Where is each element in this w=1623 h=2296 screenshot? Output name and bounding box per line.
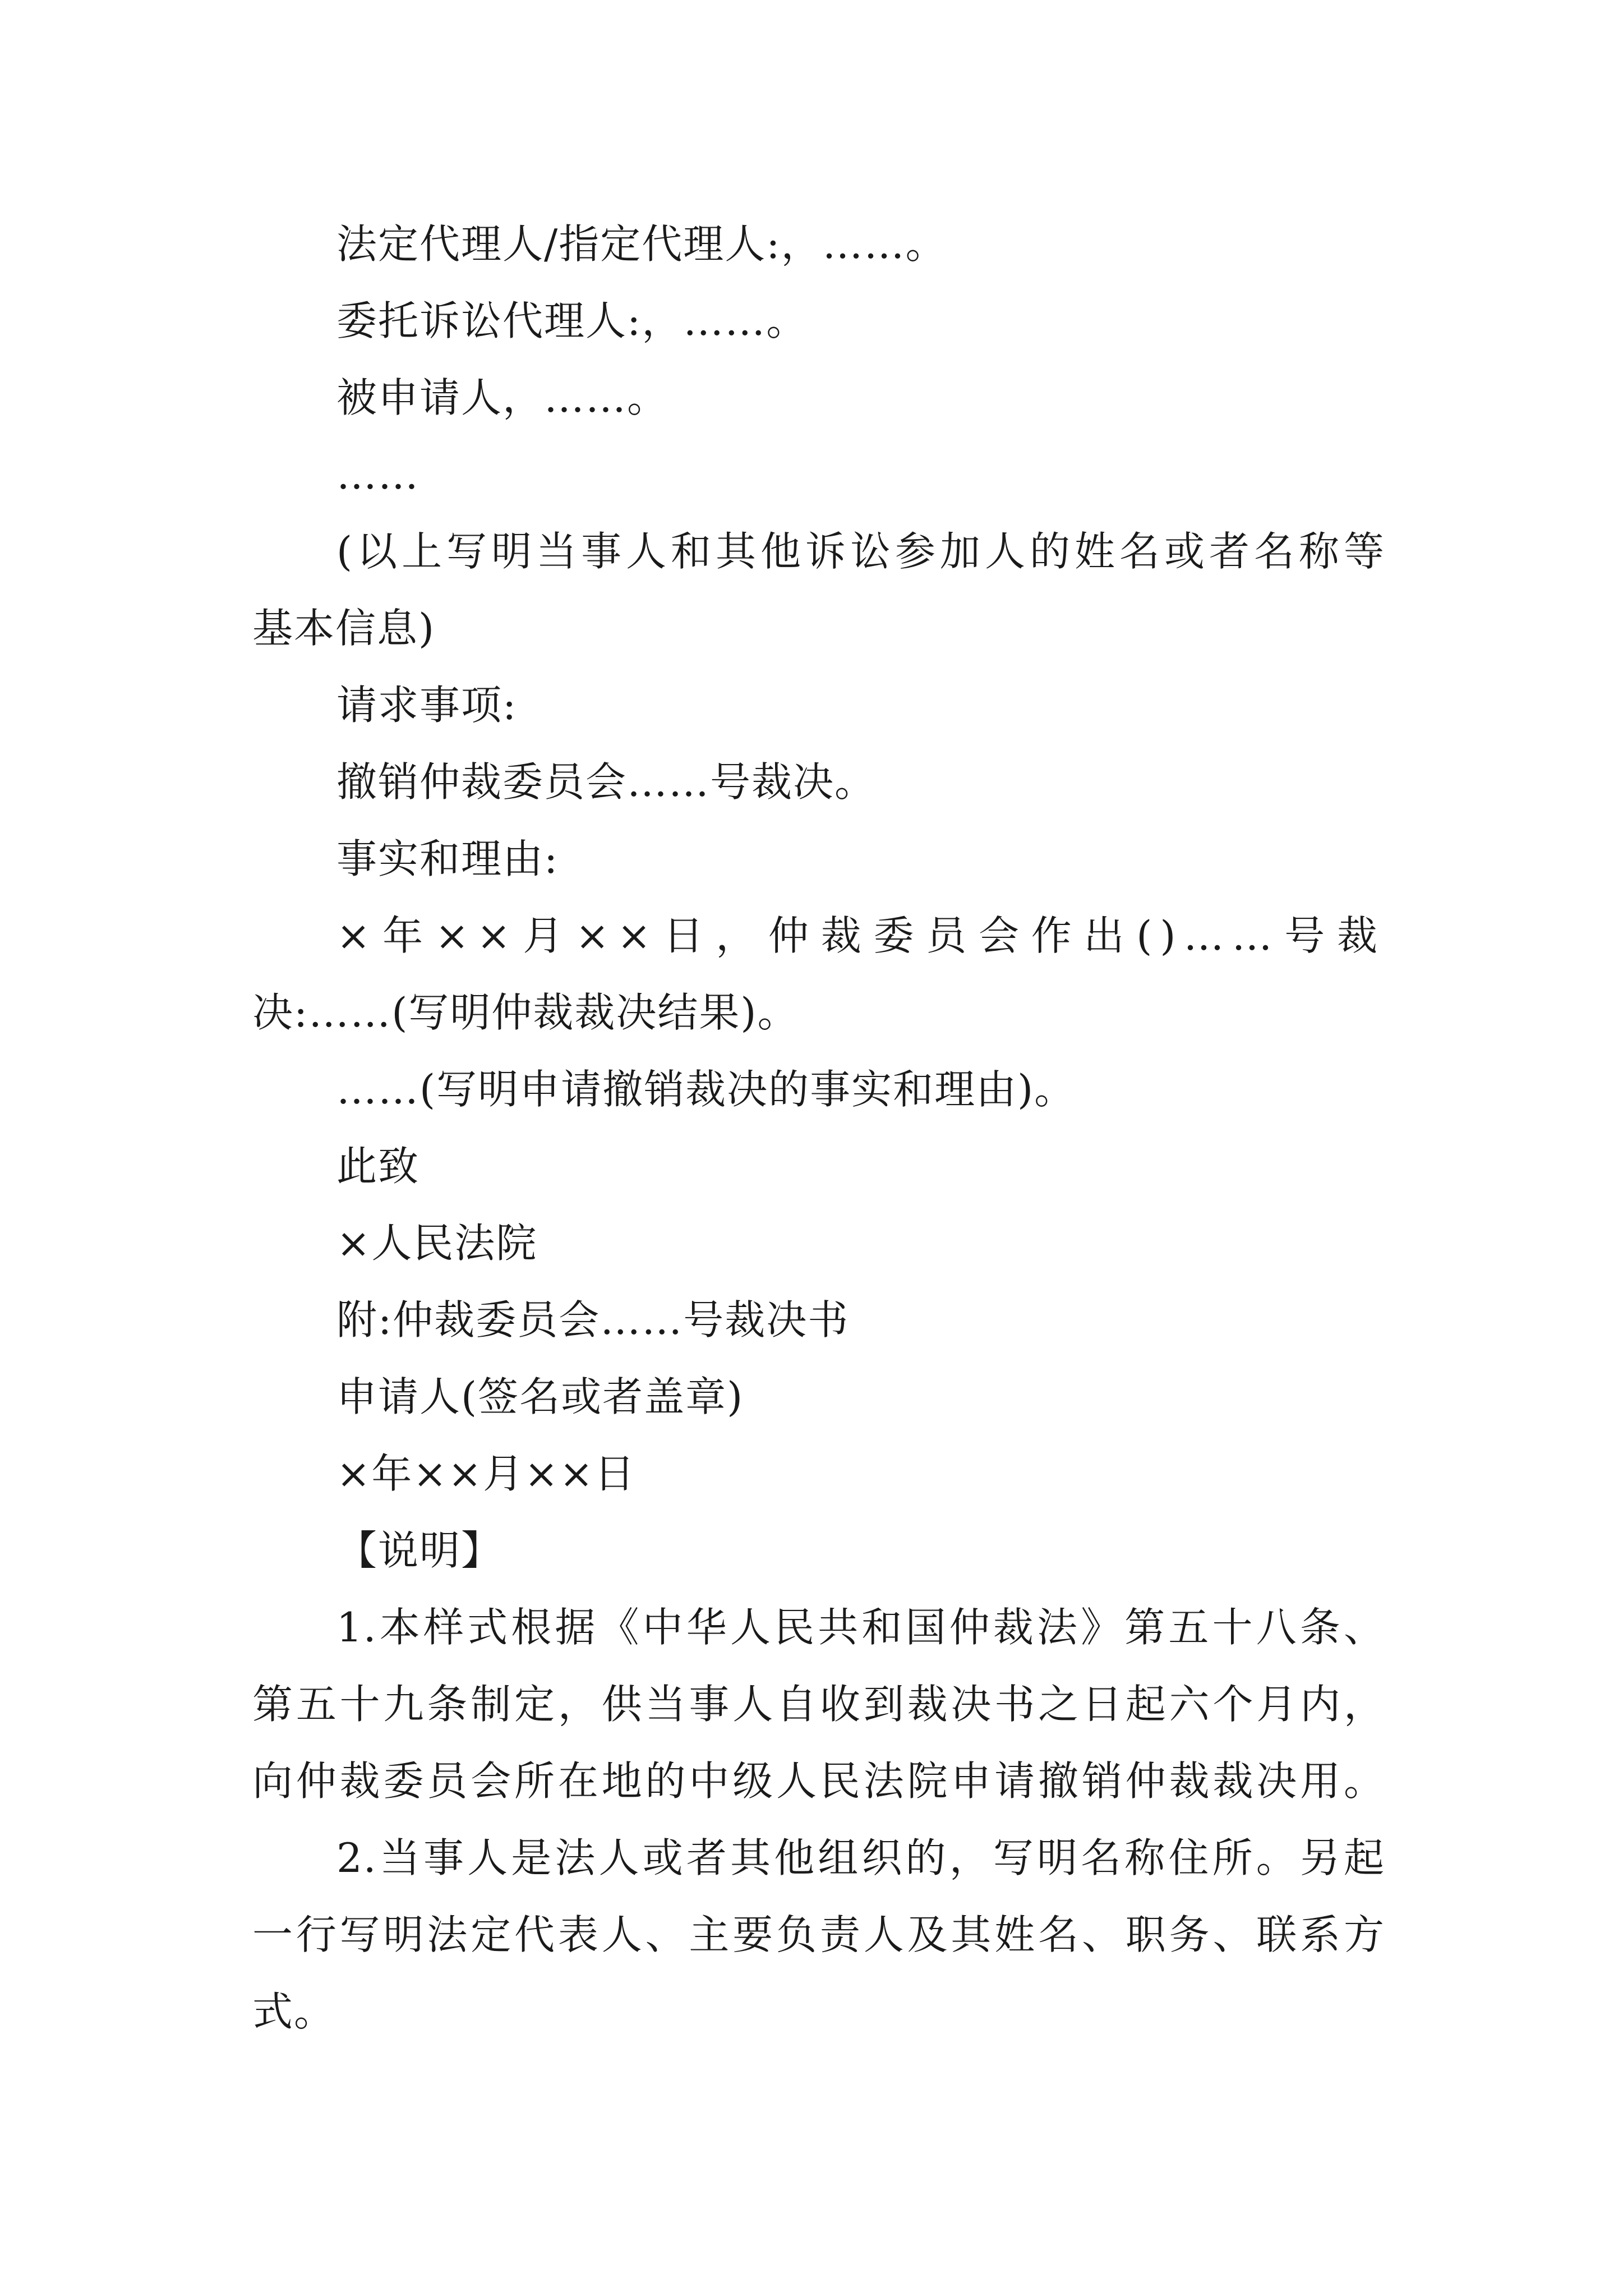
note-2-line-3: 式。 xyxy=(252,1988,336,2035)
facts-line-1: ×年××月××日，仲裁委员会作出()……号裁 xyxy=(336,912,1385,959)
entrusted-agent-line: 委托诉讼代理人:，……。 xyxy=(336,297,808,344)
date-line: ×年××月××日 xyxy=(336,1450,636,1497)
parties-note-line-1: (以上写明当事人和其他诉讼参加人的姓名或者名称等 xyxy=(336,528,1385,575)
notes-heading: 【说明】 xyxy=(336,1527,503,1574)
note-2-line-1: 2.当事人是法人或者其他组织的，写明名称住所。另起 xyxy=(336,1834,1385,1881)
claims-content: 撤销仲裁委员会……号裁决。 xyxy=(336,758,877,806)
facts-heading: 事实和理由: xyxy=(336,835,559,882)
legal-agent-line: 法定代理人/指定代理人:，……。 xyxy=(336,220,947,268)
salutation: 此致 xyxy=(336,1143,420,1190)
facts-line-3: ……(写明申请撤销裁决的事实和理由)。 xyxy=(336,1066,1076,1113)
applicant-signature: 申请人(签名或者盖章) xyxy=(336,1373,744,1420)
respondent-line: 被申请人，……。 xyxy=(336,374,669,421)
attachment-line: 附:仲裁委员会……号裁决书 xyxy=(336,1296,850,1343)
court-name: ×人民法院 xyxy=(336,1220,538,1267)
note-1-line-2: 第五十九条制定，供当事人自收到裁决书之日起六个月内， xyxy=(252,1681,1385,1728)
ellipsis-line: …… xyxy=(336,451,419,498)
note-2-line-2: 一行写明法定代表人、主要负责人及其姓名、职务、联系方 xyxy=(252,1911,1385,1958)
note-1-line-1: 1.本样式根据《中华人民共和国仲裁法》第五十八条、 xyxy=(336,1604,1385,1651)
note-1-line-3: 向仲裁委员会所在地的中级人民法院申请撤销仲裁裁决用。 xyxy=(252,1757,1385,1805)
parties-note-line-2: 基本信息) xyxy=(252,605,436,652)
facts-line-2: 决:……(写明仲裁裁决结果)。 xyxy=(252,989,799,1036)
claims-heading: 请求事项: xyxy=(336,682,518,729)
